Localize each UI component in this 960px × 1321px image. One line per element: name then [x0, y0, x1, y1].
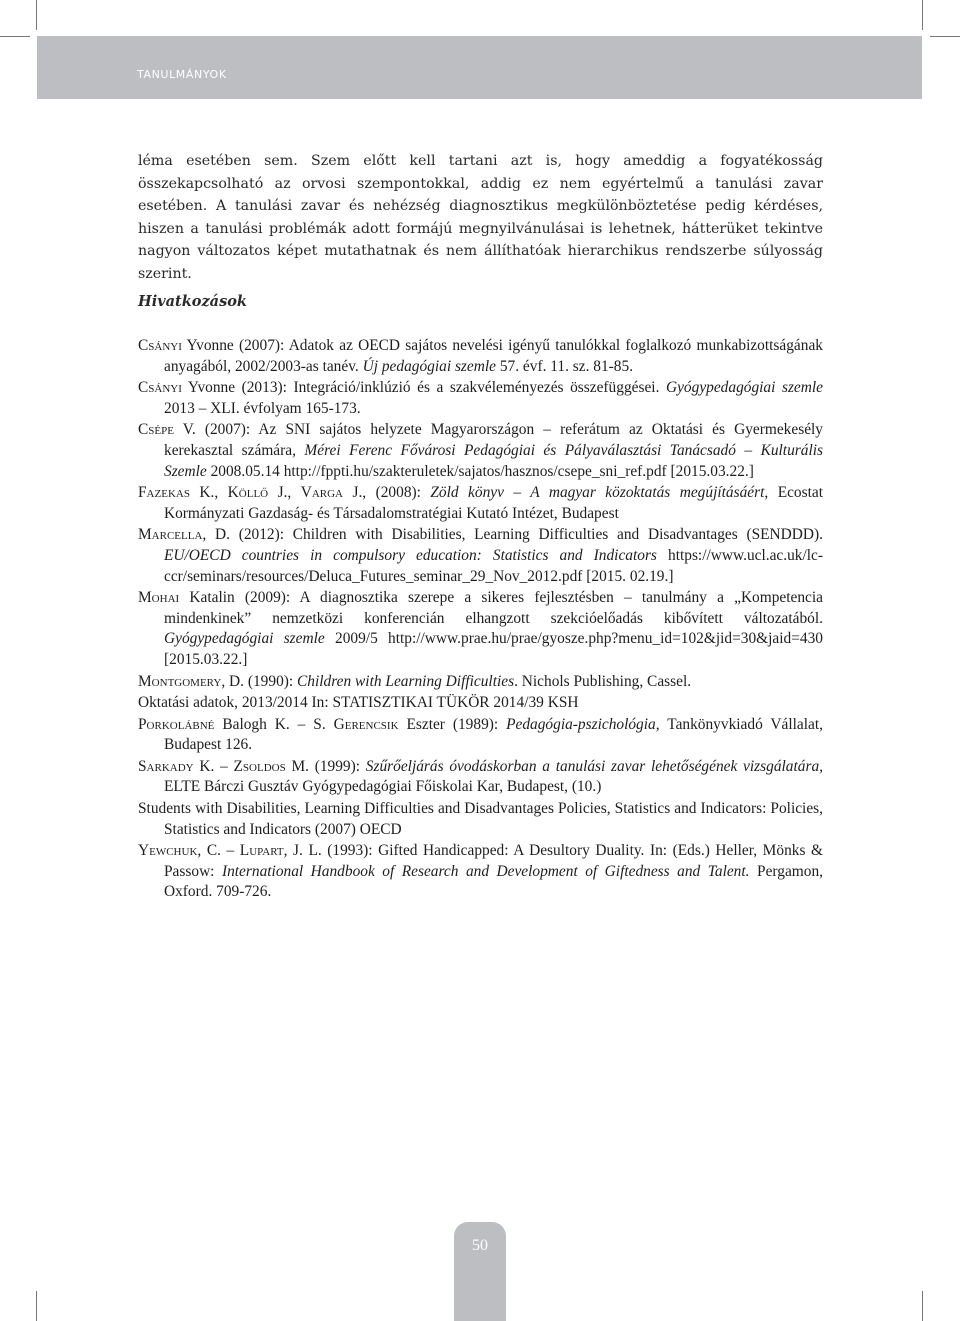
ref-source: Mérei Ferenc Fővárosi Pedagógiai és Pályaválasztási Tanácsadó – Kulturális Szemle — [164, 441, 824, 480]
ref-author: Csépe — [138, 421, 174, 439]
crop-mark — [922, 0, 923, 30]
ref-source: Szűrőeljárás óvodáskorban a tanulási zavar lehetőségének vizsgálatára, — [365, 757, 824, 775]
reference-item — [138, 336, 823, 377]
ref-author: Zsoldos — [233, 757, 286, 775]
ref-source: Gyógypedagógiai szemle — [665, 379, 823, 397]
ref-text: Balogh K. – S. — [214, 715, 334, 733]
header-band — [37, 36, 922, 99]
ref-author: Csányi — [138, 337, 182, 354]
reference-item — [138, 420, 823, 482]
ref-author: Yewchuk — [138, 842, 198, 860]
ref-text: 2008.05.14 http://fppti.hu/szakteruletek/sajatos/hasznos/csepe_sni_ref.pdf [2015.03.22.] — [206, 462, 754, 480]
running-head: TANULMÁNYOK — [137, 68, 227, 81]
reference-item — [138, 525, 823, 587]
ref-text: Oktatási adatok, 2013/2014 In: STATISZTIKAI TÜKÖR 2014/39 KSH — [138, 694, 579, 712]
ref-author: Sarkady — [138, 757, 194, 775]
ref-text: , J. L. (1993): Gifted Handicapped: A Desultory Duality. In: (Eds.) Heller, Mönks & Passow: — [164, 842, 823, 880]
reference-item — [138, 841, 823, 903]
reference-item — [138, 672, 823, 693]
ref-source: Pedagógia-pszichológia, — [506, 715, 660, 733]
ref-text: , Ecostat Kormányzati Gazdaság- és Társadalomstratégiai Kutató Intézet, Budapest — [164, 484, 823, 522]
ref-text: V. (2007): Az SNI sajátos helyzete Magyarországon – referátum az Oktatási és Gyermekesély kerekasztal számára, — [164, 421, 823, 459]
reference-list — [138, 336, 823, 904]
ref-text: ELTE Bárczi Gusztáv Gyógypedagógiai Főiskolai Kar, Budapest, (10.) — [164, 778, 602, 796]
ref-text: , D. (2012): Children with Disabilities, Learning Difficulties and Disadvantages (SENDDD). — [202, 526, 823, 544]
reference-item — [138, 799, 823, 840]
ref-source: Gyógypedagógiai szemle — [164, 630, 325, 648]
references-heading: Hivatkozások — [138, 293, 247, 310]
ref-author: Gerencsik — [333, 715, 399, 733]
crop-mark — [930, 36, 960, 37]
ref-text: 2013 – XLI. évfolyam 165-173. — [164, 399, 361, 417]
ref-text: https://www.ucl.ac.uk/lc-ccr/seminars/resources/Deluca_Futures_seminar_29_Nov_2012.pdf [2015. 02.19.] — [164, 546, 824, 585]
ref-text: K. – — [193, 757, 234, 775]
ref-text: Students with Disabilities, Learning Difficulties and Disadvantages Policies, Statistics and Indicators: Policies, Statistics and Indicators (2007) OECD — [138, 800, 823, 838]
ref-author: Varga — [300, 484, 344, 502]
ref-author: Porkolábné — [138, 715, 215, 733]
ref-author: Mohai — [138, 589, 180, 607]
reference-item — [138, 483, 823, 524]
body-paragraph: léma esetében sem. Szem előtt kell tartani azt is, hogy ameddig a fogyatékosság összekapcsolható az orvosi szempontokkal, addig ez nem egyértelmű a tanulási zavar esetében. A tanulási zavar és nehézség diagnosztikus megkülönböztetése pedig kérdéses, hiszen a tanulási problémák adott formájú megnyilvánulásai is lehetnek, hátterüket tekintve nagyon változatos képet mutathatnak és nem állíthatóak hierarchikus rendszerbe súlyosság szerint. — [138, 153, 823, 282]
ref-source: International Handbook of Research and Development of Giftedness and Talent. — [221, 862, 750, 880]
ref-text: . Nichols Publishing, Cassel. — [514, 672, 692, 690]
ref-text: , D. (1990): — [221, 672, 298, 690]
ref-source: EU/OECD countries in compulsory education: Statistics and Indicators — [164, 546, 657, 564]
ref-source: Children with Learning Difficulties — [297, 672, 515, 690]
ref-source: Zöld könyv – A magyar közoktatás megújításáért — [430, 484, 765, 502]
ref-source: Új pedagógiai szemle — [362, 357, 496, 375]
reference-item — [138, 715, 823, 756]
ref-text: J., (2008): — [343, 484, 431, 502]
ref-text: 57. évf. 11. sz. 81-85. — [495, 357, 634, 375]
ref-text: Pergamon, Oxford. 709-726. — [164, 862, 823, 901]
ref-text: 2009/5 http://www.prae.hu/prae/gyosze.php?menu_id=102&jid=30&jaid=430 [2015.03.22.] — [164, 630, 823, 668]
ref-text: Katalin (2009): A diagnosztika szerepe a sikeres fejlesztésben – tanulmány a „Kompetencia mindenkinek” nemzetközi konferencián elhangzott szekcióelőadás kibővített változatából. — [164, 589, 823, 627]
ref-text: Eszter (1989): — [398, 715, 507, 733]
ref-text: Yvonne (2013): Integráció/inklúzió és a szakvéleményezés összefüggései. — [181, 379, 666, 397]
crop-mark — [36, 0, 37, 30]
reference-item — [138, 757, 823, 798]
crop-mark — [36, 1291, 37, 1321]
ref-text: Tankönyvkiadó Vállalat, Budapest 126. — [164, 715, 823, 754]
crop-mark — [0, 36, 30, 37]
ref-text: , C. – — [197, 842, 240, 860]
reference-item — [138, 693, 823, 714]
ref-text: M. (1999): — [285, 757, 366, 775]
reference-item — [138, 588, 823, 670]
ref-author: Fazekas — [138, 484, 190, 502]
ref-author: Csányi — [138, 379, 182, 397]
reference-item — [138, 378, 823, 419]
ref-author: Marcella — [138, 526, 203, 544]
ref-text: K., — [189, 484, 228, 502]
ref-text: Yvonne (2007): Adatok az OECD sajátos nevelési igényű tanulókkal foglalkozó munkabizottságának anyagából, 2002/2003-as tanév. — [164, 337, 823, 375]
ref-author: Köllő — [227, 484, 269, 502]
crop-mark — [922, 1291, 923, 1321]
ref-author: Montgomery — [138, 672, 222, 690]
page-number: 50 — [472, 1237, 488, 1254]
ref-text: J., — [268, 484, 301, 502]
ref-author: Lupart — [239, 842, 284, 860]
